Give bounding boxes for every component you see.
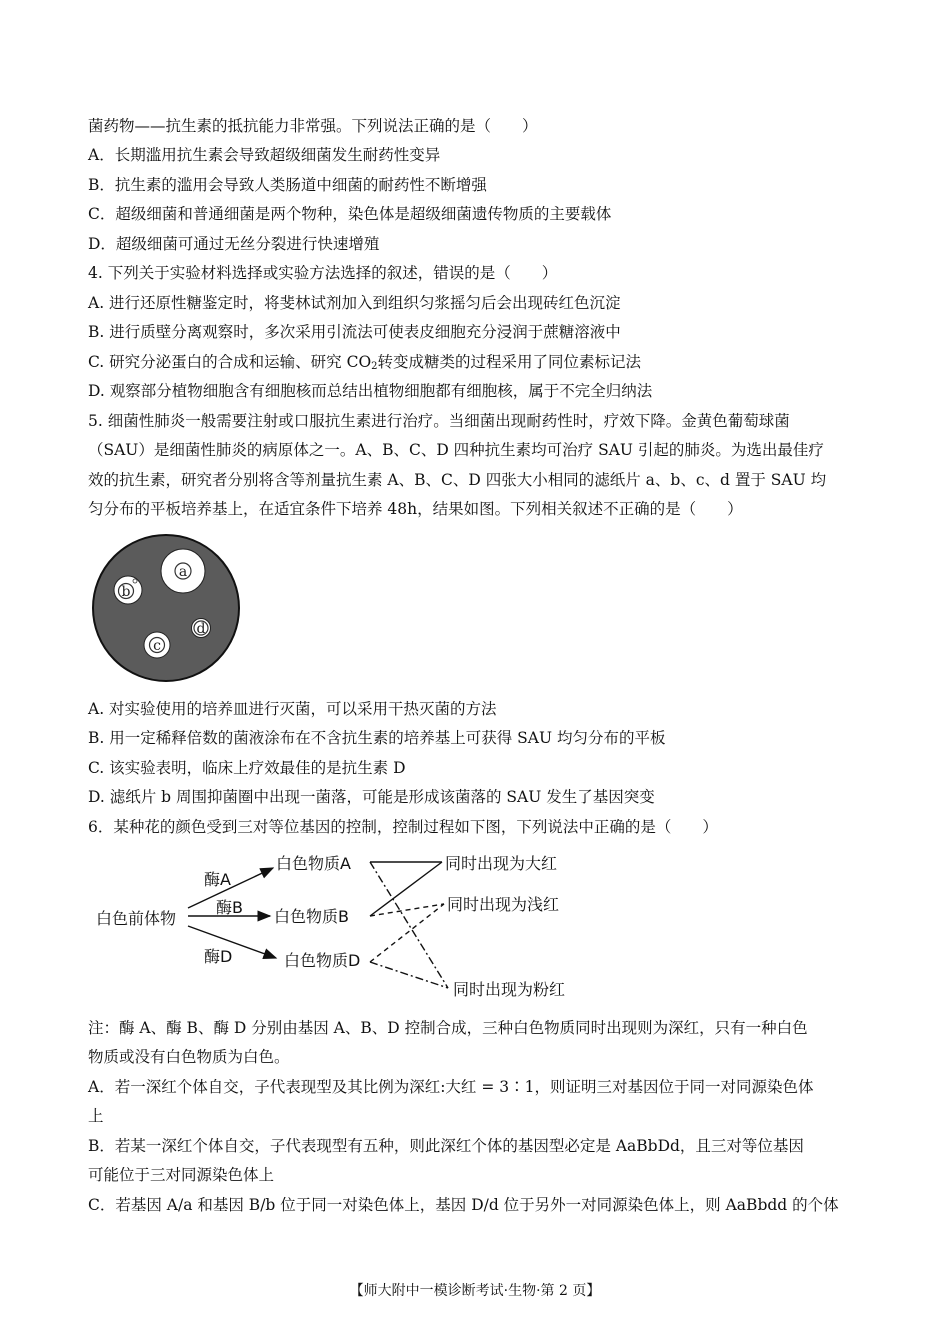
q5-option-c: C. 该实验表明，临床上疗效最佳的是抗生素 D — [88, 759, 406, 777]
q6-option-a-line1: A．若一深红个体自交，子代表现型及其比例为深红:大红 = 3∶1，则证明三对基因位于同一对同源染色体 — [88, 1078, 814, 1096]
colony-in-zone-b — [133, 579, 137, 583]
page-footer: 【师大附中一模诊断考试·生物·第 2 页】 — [349, 1283, 601, 1299]
q6-option-b-line1: B．若某一深红个体自交，子代表现型有五种，则此深红个体的基因型必定是 AaBbDd，且三对等位基因 — [88, 1137, 804, 1155]
substance-a-label: 白色物质A — [276, 854, 351, 873]
q3-option-c: C．超级细菌和普通细菌是两个物种，染色体是超级细菌遗传物质的主要载体 — [88, 205, 612, 223]
q4-option-b: B. 进行质壁分离观察时，多次采用引流法可使表皮细胞充分浸润于蔗糖溶液中 — [88, 323, 621, 341]
q4-option-c-part1: C. 研究分泌蛋白的合成和运输、研究 CO — [88, 353, 372, 371]
q6-note-line2: 物质或没有白色物质为白色。 — [88, 1048, 290, 1066]
substance-d-label: 白色物质D — [284, 951, 361, 970]
q4-option-c — [88, 352, 641, 377]
q5-stem-line4: 匀分布的平板培养基上，在适宜条件下培养 48h，结果如图。下列相关叙述不正确的是（ ） — [88, 500, 743, 518]
q4-stem: 4. 下列关于实验材料选择或实验方法选择的叙述，错误的是（ ） — [88, 264, 558, 282]
result-qianhong-label: 同时出现为浅红 — [447, 895, 560, 914]
link-b-qianhong — [370, 904, 444, 916]
result-fenhong-label: 同时出现为粉红 — [453, 980, 566, 999]
q3-option-b: B．抗生素的滥用会导致人类肠道中细菌的耐药性不断增强 — [88, 176, 487, 194]
enzyme-b-label: 酶B — [216, 898, 243, 917]
link-a-fenhong — [370, 862, 448, 988]
q4-option-d: D. 观察部分植物细胞含有细胞核而总结出植物细胞都有细胞核，属于不完全归纳法 — [88, 382, 653, 400]
q4-option-c-part2: 转变成糖类的过程采用了同位素标记法 — [377, 353, 642, 371]
disc-d — [192, 619, 211, 638]
q3-option-d: D．超级细菌可通过无丝分裂进行快速增殖 — [88, 235, 380, 253]
q6-note-line1: 注：酶 A、酶 B、酶 D 分别由基因 A、B、D 控制合成，三种白色物质同时出现则为深红，只有一种白色 — [88, 1019, 808, 1037]
disc-d-label: d — [196, 621, 206, 637]
q4-option-a: A. 进行还原性糖鉴定时，将斐林试剂加入到组织匀浆摇匀后会出现砖红色沉淀 — [88, 294, 621, 312]
disc-a-label: a — [178, 564, 188, 580]
q5-stem-line1: 5. 细菌性肺炎一般需要注射或口服抗生素进行治疗。当细菌出现耐药性时，疗效下降。金黄色葡萄球菌 — [88, 412, 790, 430]
q5-option-a: A. 对实验使用的培养皿进行灭菌，可以采用干热灭菌的方法 — [88, 700, 497, 718]
q6-option-c-line1: C．若基因 A/a 和基因 B/b 位于同一对染色体上，基因 D/d 位于另外一对同源染色体上，则 AaBbdd 的个体 — [88, 1196, 839, 1214]
disc-b-label: b — [121, 584, 131, 600]
q6-stem: 6．某种花的颜色受到三对等位基因的控制，控制过程如下图，下列说法中正确的是（ ） — [88, 818, 718, 836]
pathway-diagram — [90, 846, 590, 1006]
link-d-qianhong — [370, 904, 444, 962]
q3-stem-continued: 菌药物——抗生素的抵抗能力非常强。下列说法正确的是（ ） — [88, 117, 538, 135]
disc-b — [114, 576, 142, 604]
q6-option-a-line2: 上 — [88, 1107, 104, 1125]
co2-subscript: 2 — [371, 361, 378, 372]
precursor-label: 白色前体物 — [96, 909, 177, 928]
link-b-dahong — [370, 862, 442, 916]
substance-b-label: 白色物质B — [274, 907, 349, 926]
q5-option-b: B. 用一定稀释倍数的菌液涂布在不含抗生素的培养基上可获得 SAU 均匀分布的平板 — [88, 729, 666, 747]
q5-option-d: D. 滤纸片 b 周围抑菌圈中出现一菌落，可能是形成该菌落的 SAU 发生了基因突变 — [88, 788, 655, 806]
disc-c — [144, 632, 170, 658]
link-d-fenhong — [370, 962, 448, 988]
disc-c-label: c — [153, 638, 161, 654]
result-dahong-label: 同时出现为大红 — [445, 854, 558, 873]
q5-stem-line2: （SAU）是细菌性肺炎的病原体之一。A、B、C、D 四种抗生素均可治疗 SAU 引起的肺炎。为选出最佳疗 — [88, 441, 824, 459]
q5-stem-line3: 效的抗生素，研究者分别将含等剂量抗生素 A、B、C、D 四张大小相同的滤纸片 a、b、c、d 置于 SAU 均 — [88, 471, 827, 489]
q6-option-b-line2: 可能位于三对同源染色体上 — [88, 1166, 275, 1184]
enzyme-a-label: 酶A — [204, 870, 231, 889]
enzyme-d-label: 酶D — [204, 947, 233, 966]
petri-dish-figure — [90, 532, 242, 684]
q3-option-a: A．长期滥用抗生素会导致超级细菌发生耐药性变异 — [88, 146, 441, 164]
disc-a — [161, 549, 205, 593]
